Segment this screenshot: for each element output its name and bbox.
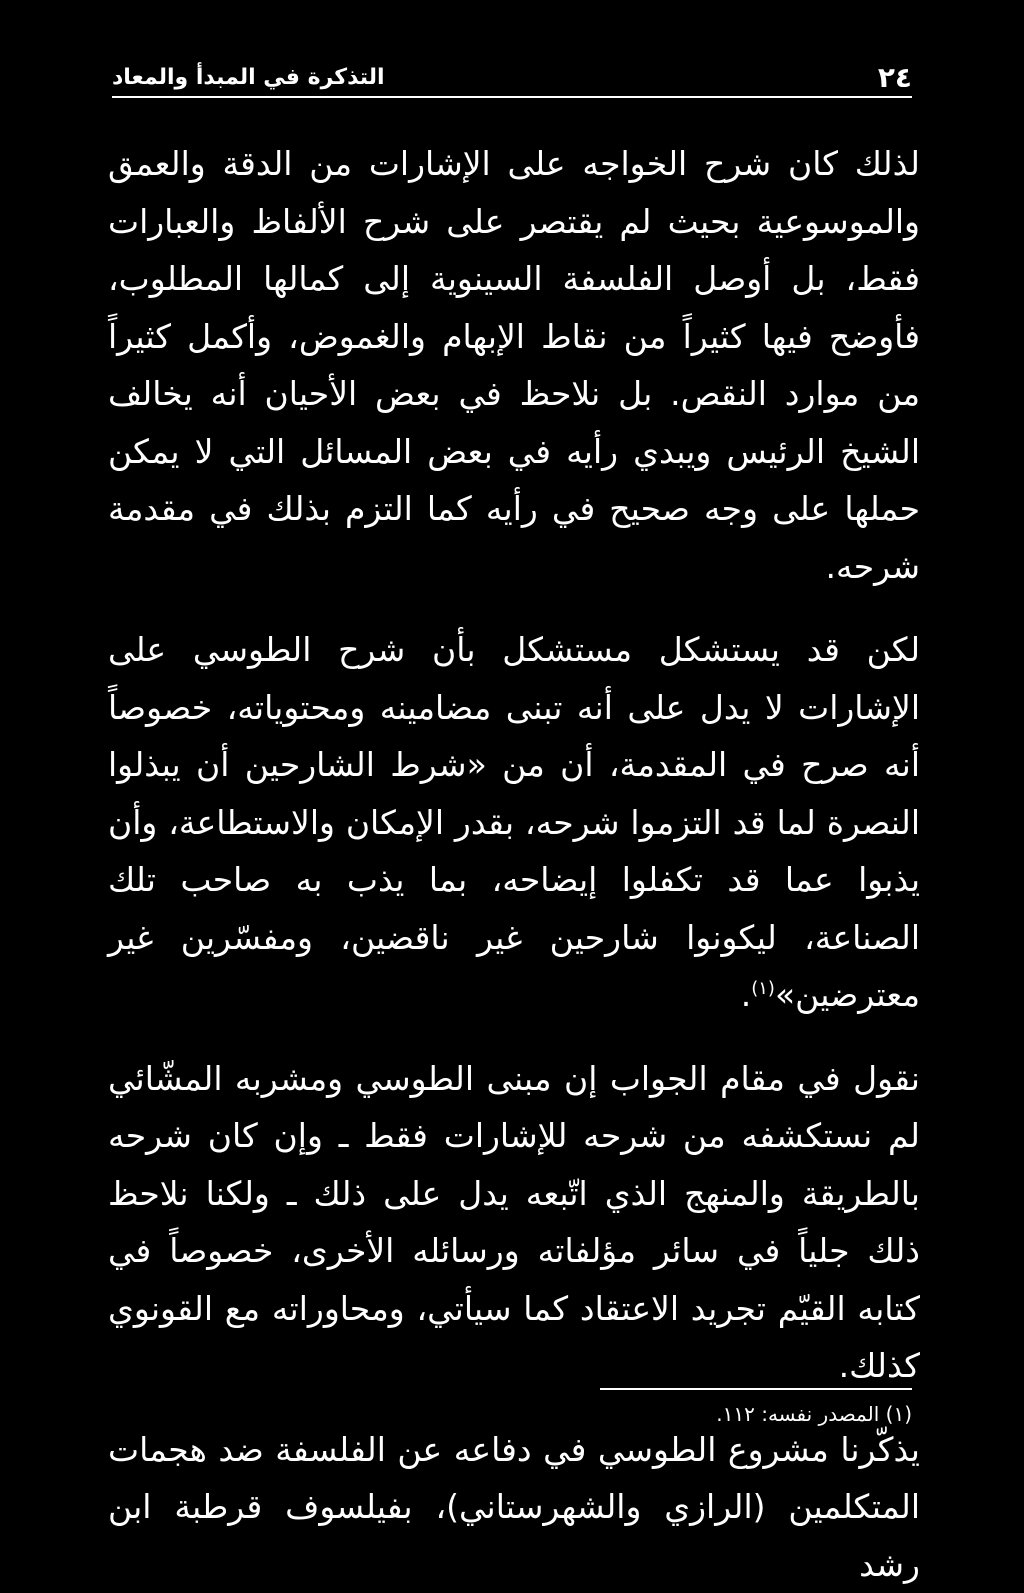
footnote-separator <box>600 1388 912 1390</box>
paragraph-3: نقول في مقام الجواب إن مبنى الطوسي ومشربه المشّائي لم نستكشفه من شرحه للإشارات فقط ـ وإن كان شرحه بالطريقة والمنهج الذي اتّبعه يدل على ذلك ـ ولكنا نلاحظ ذلك جلياً في سائر مؤلفاته ورسائله الأخرى، خصوصاً في كتابه القيّم تجريد الاعتقاد كما سيأتي، ومحاوراته مع القونوي كذلك. <box>108 1050 920 1395</box>
paragraph-2: لكن قد يستشكل مستشكل بأن شرح الطوسي على الإشارات لا يدل على أنه تبنى مضامينه ومحتوياته، خصوصاً أنه صرح في المقدمة، أن من «شرط الشارحين أن يبذلوا النصرة لما قد التزموا شرحه، بقدر الإمكان والاستطاعة، وأن يذبوا عما قد تكفلوا إيضاحه، بما يذب به صاحب تلك الصناعة، ليكونوا شارحين غير ناقضين، ومفسّرين غير معترضين»$^{(١)}$. <box>108 621 920 1024</box>
body-text <box>108 135 920 1593</box>
page-header <box>112 58 912 98</box>
paragraph-1: لذلك كان شرح الخواجه على الإشارات من الدقة والعمق والموسوعية بحيث لم يقتصر على شرح الألفاظ والعبارات فقط، بل أوصل الفلسفة السينوية إلى كمالها المطلوب، فأوضح فيها كثيراً من نقاط الإبهام والغموض، وأكمل كثيراً من موارد النقص. بل نلاحظ في بعض الأحيان أنه يخالف الشيخ الرئيس ويبدي رأيه في بعض المسائل التي لا يمكن حملها على وجه صحيح في رأيه كما التزم بذلك في مقدمة شرحه. <box>108 135 920 595</box>
footnote: (١) المصدر نفسه: ١١٢. <box>716 1402 912 1426</box>
paragraph-4: يذكّرنا مشروع الطوسي في دفاعه عن الفلسفة ضد هجمات المتكلمين (الرازي والشهرستاني)، بفيلسوف قرطبة ابن رشد <box>108 1421 920 1593</box>
footnote-marker: (١) <box>751 978 775 999</box>
page-number: ٢٤ <box>878 61 912 94</box>
running-title: التذكرة في المبدأ والمعاد <box>112 65 385 90</box>
paragraph-2-text: لكن قد يستشكل مستشكل بأن شرح الطوسي على الإشارات لا يدل على أنه تبنى مضامينه ومحتوياته، خصوصاً أنه صرح في المقدمة، أن من «شرط الشارحين أن يبذلوا النصرة لما قد التزموا شرحه، بقدر الإمكان والاستطاعة، وأن يذبوا عما قد تكفلوا إيضاحه، بما يذب به صاحب تلك الصناعة، ليكونوا شارحين غير ناقضين، ومفسّرين غير معترضين» <box>108 630 920 1014</box>
